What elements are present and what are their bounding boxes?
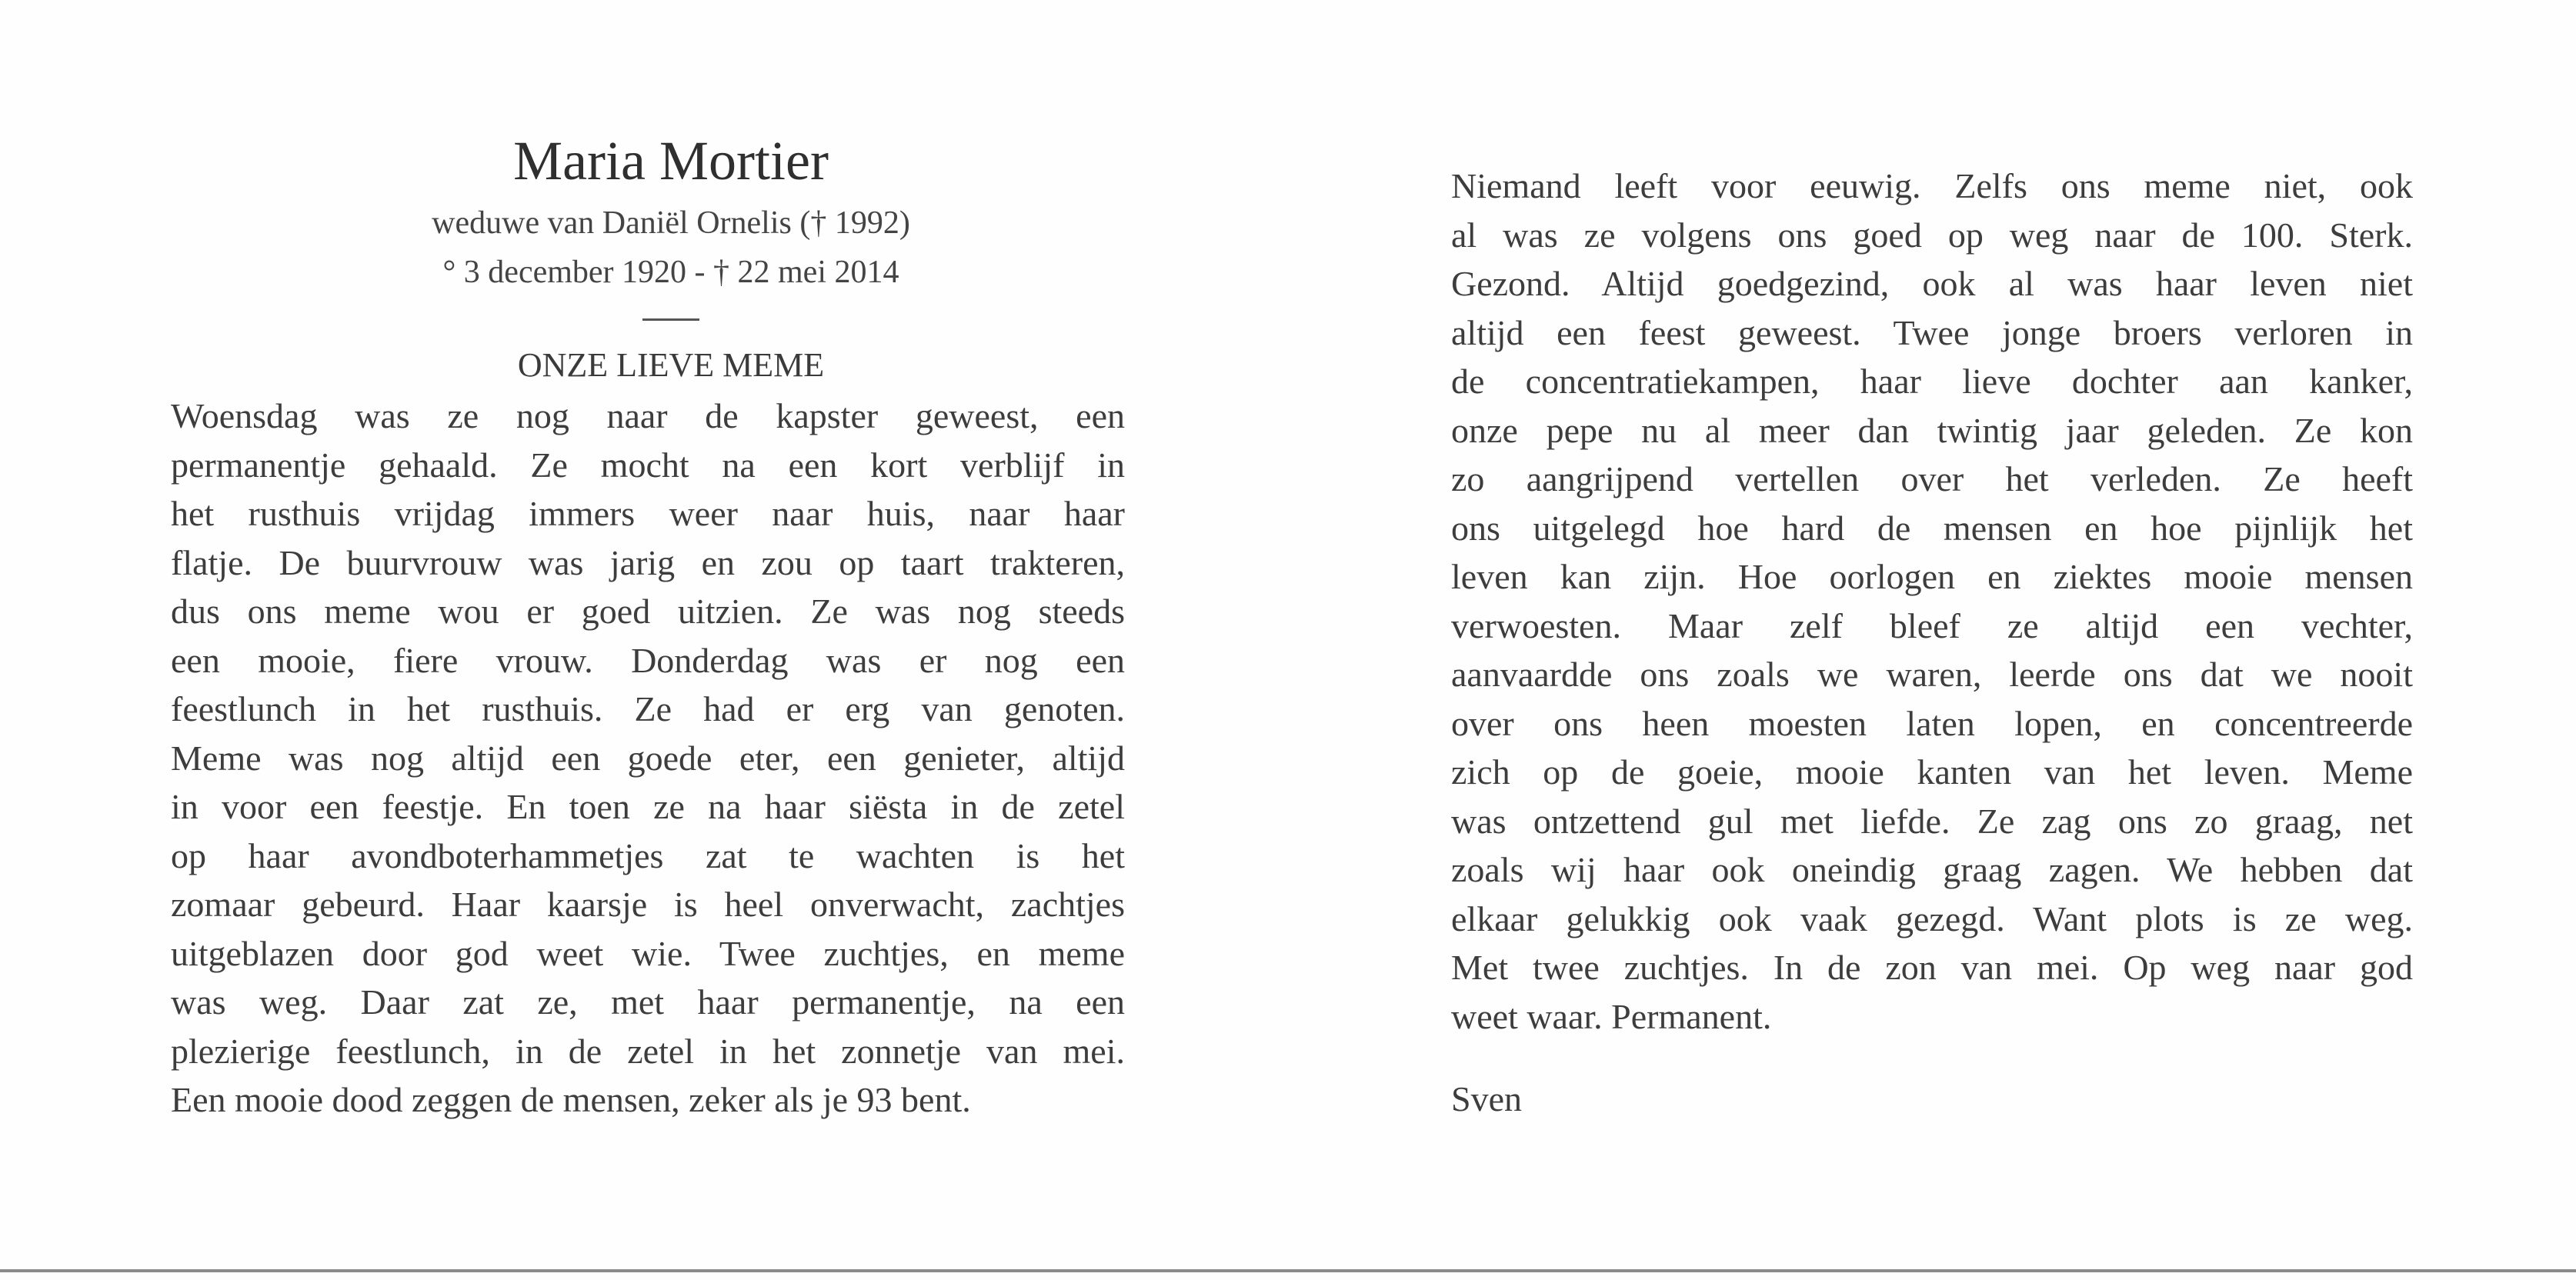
text-line: op haar avondboterhammetjes zat te wachten is het: [171, 835, 1125, 875]
text-line: altijd een feest geweest. Twee jonge broers verloren in: [1451, 312, 2413, 352]
text-line: Meme was nog altijd een goede eter, een genieter, altijd: [171, 738, 1125, 778]
text-line: was weg. Daar zat ze, met haar permanentje, na een: [171, 982, 1125, 1022]
birth-death-dates: ° 3 december 1920 - † 22 mei 2014: [442, 255, 899, 290]
text-line: permanentje gehaald. Ze mocht na een kort verblijf in: [171, 445, 1125, 485]
text-line: al was ze volgens ons goed op weg naar de 100. Sterk.: [1451, 215, 2413, 255]
text-line: de concentratiekampen, haar lieve dochter aan kanker,: [1451, 362, 2413, 401]
text-line: weet waar. Permanent.: [1451, 996, 1772, 1036]
header-block: [171, 123, 1125, 387]
widow-of-line: weduwe van Daniël Ornelis († 1992): [432, 205, 910, 241]
bottom-edge-rule: [0, 1269, 2576, 1272]
text-line: over ons heen moesten laten lopen, en concentreerde: [1451, 703, 2413, 743]
left-paragraph: [171, 392, 1125, 1125]
section-heading: ONZE LIEVE MEME: [517, 346, 825, 384]
text-line: zich op de goeie, mooie kanten van het leven. Meme: [1451, 752, 2413, 792]
right-paragraph: [1451, 162, 2413, 1041]
text-line: Gezond. Altijd goedgezind, ook al was haar leven niet: [1451, 264, 2413, 303]
text-line: een mooie, fiere vrouw. Donderdag was er nog een: [171, 640, 1125, 680]
text-line: in voor een feestje. En toen ze na haar siësta in de zetel: [171, 787, 1125, 826]
text-line: onze pepe nu al meer dan twintig jaar geleden. Ze kon: [1451, 410, 2413, 450]
left-column: [171, 123, 1125, 1125]
text-line: verwoesten. Maar zelf bleef ze altijd een vechter,: [1451, 605, 2413, 645]
text-line: Woensdag was ze nog naar de kapster geweest, een: [171, 396, 1125, 435]
text-line: plezierige feestlunch, in de zetel in het zonnetje van mei.: [171, 1031, 1125, 1071]
text-line: feestlunch in het rusthuis. Ze had er erg van genoten.: [171, 689, 1125, 728]
text-line: uitgeblazen door god weet wie. Twee zuchtjes, en meme: [171, 933, 1125, 973]
text-line: was ontzettend gul met liefde. Ze zag ons zo graag, net: [1451, 801, 2413, 841]
text-line: Een mooie dood zeggen de mensen, zeker als je 93 bent.: [171, 1080, 971, 1119]
text-line: zoals wij haar ook oneindig graag zagen. We hebben dat: [1451, 850, 2413, 889]
text-line: elkaar gelukkig ook vaak gezegd. Want plots is ze weg.: [1451, 898, 2413, 938]
text-line: leven kan zijn. Hoe oorlogen en ziektes mooie mensen: [1451, 557, 2413, 596]
text-line: zo aangrijpend vertellen over het verleden. Ze heeft: [1451, 459, 2413, 498]
divider-rule: [642, 318, 699, 321]
text-line: het rusthuis vrijdag immers weer naar huis, naar haar: [171, 494, 1125, 533]
text-line: flatje. De buurvrouw was jarig en zou op taart trakteren,: [171, 542, 1125, 582]
text-line: aanvaardde ons zoals we waren, leerde ons dat we nooit: [1451, 655, 2413, 694]
signature: Sven: [1451, 1079, 1522, 1118]
text-line: ons uitgelegd hoe hard de mensen en hoe pijnlijk het: [1451, 508, 2413, 548]
text-line: Niemand leeft voor eeuwig. Zelfs ons meme niet, ook: [1451, 166, 2413, 205]
deceased-name: Maria Mortier: [513, 130, 829, 192]
text-line: zomaar gebeurd. Haar kaarsje is heel onverwacht, zachtjes: [171, 885, 1125, 924]
text-line: dus ons meme wou er goed uitzien. Ze was nog steeds: [171, 592, 1125, 631]
right-column: [1451, 162, 2413, 1124]
text-line: Met twee zuchtjes. In de zon van mei. Op weg naar god: [1451, 948, 2413, 987]
